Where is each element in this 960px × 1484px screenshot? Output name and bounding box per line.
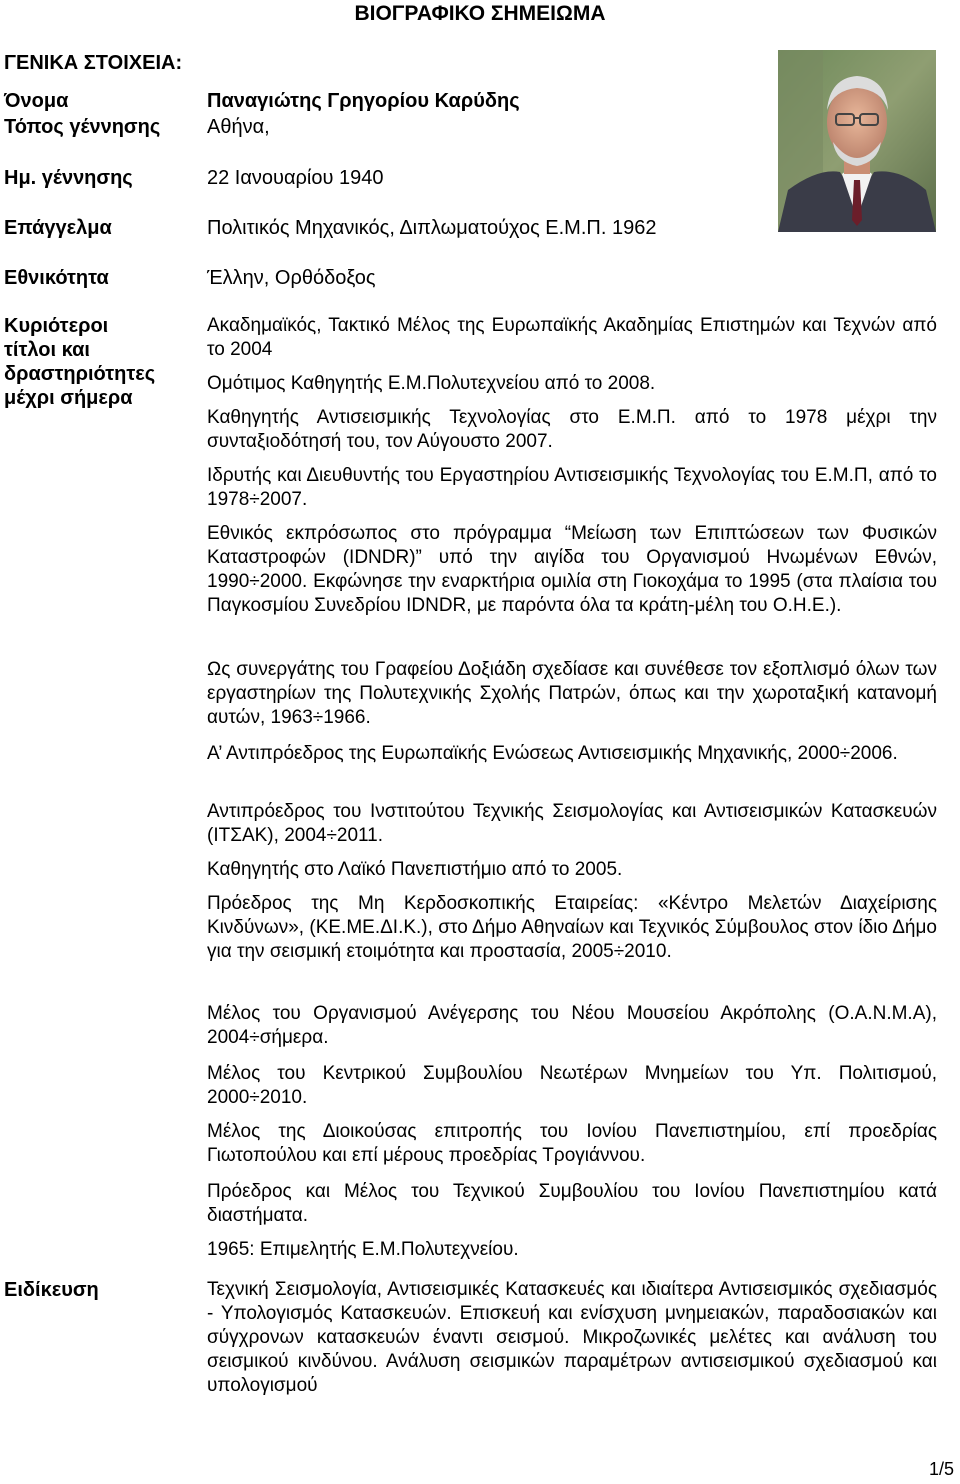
activity-item: Εθνικός εκπρόσωπος στο πρόγραμμα “Μείωση των Επιπτώσεων των Φυσικών Καταστροφών (IDNDR)” υπό την αιγίδα του Οργανισμού Ηνωμένων Εθνών, 1990÷2000. Εκφώνησε την εναρκτήρια ομιλία στη Γιοκοχάμα το 1995 (στα πλαίσια του Παγκοσμίου Συνεδρίου IDNDR, με παρόντα όλα τα κράτη-μέλη του Ο.Η.Ε.). <box>207 523 937 616</box>
activity-item: Καθηγητής Αντισεισμικής Τεχνολογίας στο Ε.Μ.Π. από το 1978 μέχρι την συνταξιοδότησή του, τον Αύγουστο 2007. <box>207 407 937 452</box>
profession-label: Επάγγελμα <box>4 217 112 239</box>
activity-item: Ως συνεργάτης του Γραφείου Δοξιάδη σχεδίασε και συνέθεσε τον εξοπλισμό όλων των εργαστηρίων της Πολυτεχνικής Σχολής Πατρών, όπως και την χωροταξική κατανομή αυτών, 1963÷1966. <box>207 659 937 728</box>
activity-item: Μέλος του Κεντρικού Συμβουλίου Νεωτέρων Μνημείων του Υπ. Πολιτισμού, 2000÷2010. <box>207 1063 937 1108</box>
activity-item: Πρόεδρος και Μέλος του Τεχνικού Συμβουλίου του Ιονίου Πανεπιστημίου κατά διαστήματα. <box>207 1181 937 1226</box>
titles-label-line-1: Κυριότεροι <box>4 315 109 337</box>
titles-label-line-3: δραστηριότητες <box>4 363 156 385</box>
document-title: ΒΙΟΓΡΑΦΙΚΟ ΣΗΜΕΙΩΜΑ <box>354 2 606 25</box>
page-number: 1/5 <box>928 1459 954 1479</box>
profession-value: Πολιτικός Μηχανικός, Διπλωματούχος Ε.Μ.Π. 1962 <box>207 217 657 239</box>
birthplace-value: Αθήνα, <box>207 116 270 138</box>
nationality-label: Εθνικότητα <box>4 267 109 289</box>
birthdate-label: Ημ. γέννησης <box>4 167 133 189</box>
specialization-text: Τεχνική Σεισμολογία, Αντισεισμικές Κατασκευές και ιδιαίτερα Αντισεισμικός σχεδιασμός - Υπολογισμός Κατασκευών. Επισκευή και ενίσχυση μνημειακών, παραδοσιακών και σύγχρονων κατασκευών έναντι σεισμού. Μικροζωνικές μελέτες και ανάλυση του σεισμικού κινδύνου. Ανάλυση σεισμικών παραμέτρων αντισεισμικού σχεδιασμού και υπολογισμού <box>207 1279 937 1396</box>
birthplace-label: Τόπος γέννησης <box>4 116 161 138</box>
name-value: Παναγιώτης Γρηγορίου Καρύδης <box>207 90 520 112</box>
nationality-value: Έλλην, Ορθόδοξος <box>207 267 376 289</box>
section-heading: ΓΕΝΙΚΑ ΣΤΟΙΧΕΙΑ: <box>4 52 183 74</box>
titles-label-line-2: τίτλοι και <box>4 339 90 361</box>
titles-label <box>4 314 155 410</box>
portrait-photo <box>778 50 936 232</box>
titles-label-line-4: μέχρι σήμερα <box>4 387 133 409</box>
activity-item: Αντιπρόεδρος του Ινστιτούτου Τεχνικής Σεισμολογίας και Αντισεισμικών Κατασκευών (ΙΤΣΑΚ), 2004÷2011. <box>207 801 937 846</box>
activity-item: Μέλος του Οργανισμού Ανέγερσης του Νέου Μουσείου Ακρόπολης (Ο.Α.Ν.Μ.Α), 2004÷σήμερα. <box>207 1003 937 1048</box>
activity-item: Καθηγητής στο Λαϊκό Πανεπιστήμιο από το 2005. <box>207 859 623 880</box>
activity-item: Ακαδημαϊκός, Τακτικό Μέλος της Ευρωπαϊκής Ακαδημίας Επιστημών και Τεχνών από το 2004 <box>207 315 937 360</box>
activity-item: Α’ Αντιπρόεδρος της Ευρωπαϊκής Ενώσεως Αντισεισμικής Μηχανικής, 2000÷2006. <box>207 743 898 764</box>
activity-item: Ομότιμος Καθηγητής Ε.Μ.Πολυτεχνείου από το 2008. <box>207 373 656 394</box>
birthdate-value: 22 Ιανουαρίου 1940 <box>207 167 384 189</box>
activity-item: Πρόεδρος της Μη Κερδοσκοπικής Εταιρείας: «Κέντρο Μελετών Διαχείρισης Κινδύνων», (ΚΕ.ΜΕ.ΔΙ.Κ.), στο Δήμο Αθηναίων και Τεχνικός Σύμβουλος στον ίδιο Δήμο για την σεισμική ετοιμότητα και προστασία, 2005÷2010. <box>207 893 937 962</box>
specialization-label: Ειδίκευση <box>4 1279 99 1301</box>
activity-item: 1965: Επιμελητής Ε.Μ.Πολυτεχνείου. <box>207 1239 519 1260</box>
activity-item: Ιδρυτής και Διευθυντής του Εργαστηρίου Αντισεισμικής Τεχνολογίας του Ε.Μ.Π, από το 1978÷2007. <box>207 465 937 510</box>
activity-item: Μέλος της Διοικούσας επιτροπής του Ιονίου Πανεπιστημίου, επί προεδρίας Γιωτοπούλου και επί μέρους προεδρίας Τρογιάννου. <box>207 1121 937 1166</box>
name-label: Όνομα <box>4 90 69 112</box>
